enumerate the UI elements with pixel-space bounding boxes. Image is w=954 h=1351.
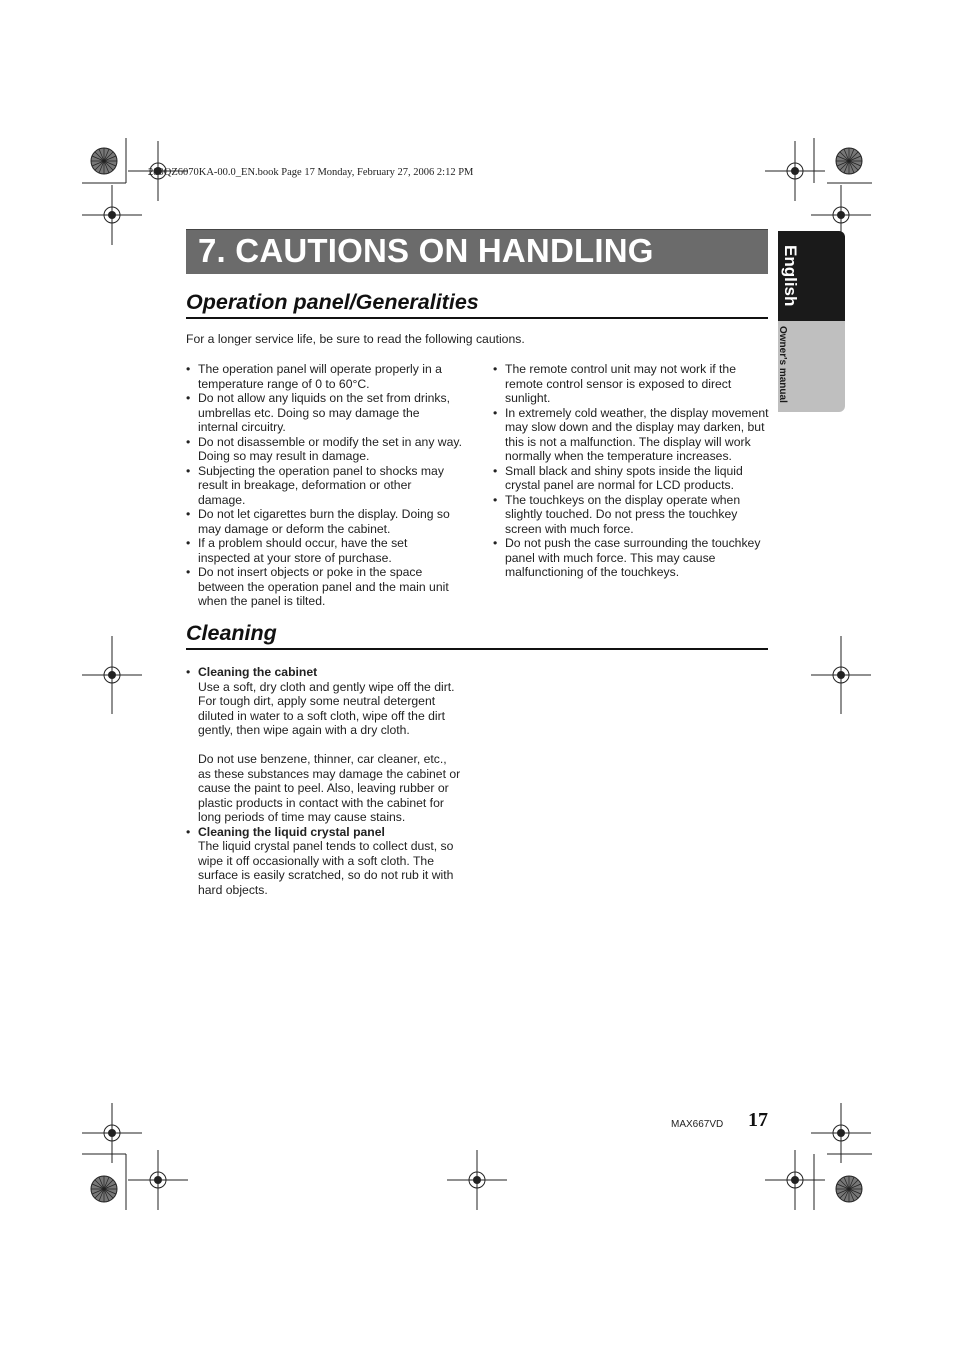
cleaning-lcd-title: • Cleaning the liquid crystal panel (198, 824, 385, 839)
language-tab-label: English (781, 245, 800, 307)
cleaning-list (186, 665, 462, 897)
list-item: • Subjecting the operation panel to shocks may result in breakage, deformation or other damage. (186, 464, 462, 508)
list-item: • The operation panel will operate properly in a temperature range of 0 to 60°C. (186, 362, 462, 391)
operation-heading: Operation panel/Generalities (186, 290, 768, 319)
list-item: • Do not disassemble or modify the set in any way. Doing so may result in damage. (186, 435, 462, 464)
page-number: 17 (748, 1109, 768, 1131)
cleaning-heading: Cleaning (186, 621, 768, 650)
list-item (186, 665, 462, 825)
operation-intro: For a longer service life, be sure to read the following cautions. (186, 332, 525, 346)
model-number: MAX667VD (671, 1119, 724, 1130)
list-item: • The remote control unit may not work if the remote control sensor is exposed to direct sunlight. (493, 362, 769, 406)
book-header: 280QZ6070KA-00.0_EN.book Page 17 Monday, February 27, 2006 2:12 PM (148, 167, 474, 178)
cleaning-cabinet-para2: Do not use benzene, thinner, car cleaner, etc., as these substances may damage the cabinet or cause the paint to peel. Also, leaving rubber or plastic products in contact with the cabinet for long periods of time may cause stains. (198, 752, 461, 824)
section-tab-label: Owner's manual (777, 326, 788, 403)
cleaning-cabinet-para1: Use a soft, dry cloth and gently wipe off the dirt. For tough dirt, apply some neutral detergent diluted in water to a soft cloth, wipe off the dirt gently, then wipe again with a dry cloth. (198, 679, 455, 737)
cleaning-lcd-para1: The liquid crystal panel tends to collect dust, so wipe it off occasionally with a soft cloth. The surface is easily scratched, so do not rub it with hard objects. (198, 839, 454, 897)
page-title: 7. CAUTIONS ON HANDLING (198, 232, 654, 269)
list-item (186, 825, 462, 898)
list-item: • Do not let cigarettes burn the display. Doing so may damage or deform the cabinet. (186, 507, 462, 536)
cleaning-cabinet-title: • Cleaning the cabinet (198, 665, 318, 679)
list-item: • Do not push the case surrounding the touchkey panel with much force. This may cause malfunctioning of the touchkeys. (493, 536, 769, 580)
list-item: • Do not insert objects or poke in the space between the operation panel and the main unit when the panel is tilted. (186, 565, 462, 609)
list-item: • In extremely cold weather, the display movement may slow down and the display may darken, but this is not a malfunction. The display will work normally when the temperature increases. (493, 406, 769, 464)
list-item: • Do not allow any liquids on the set from drinks, umbrellas etc. Doing so may damage the internal circuitry. (186, 391, 462, 435)
list-item: • Small black and shiny spots inside the liquid crystal panel are normal for LCD products. (493, 464, 769, 493)
list-item: • The touchkeys on the display operate when slightly touched. Do not press the touchkey screen with much force. (493, 493, 769, 537)
operation-list-right (493, 362, 769, 580)
list-item: • If a problem should occur, have the set inspected at your store of purchase. (186, 536, 462, 565)
operation-list-left (186, 362, 462, 609)
title-bar (186, 229, 768, 274)
section-tab (778, 321, 845, 412)
